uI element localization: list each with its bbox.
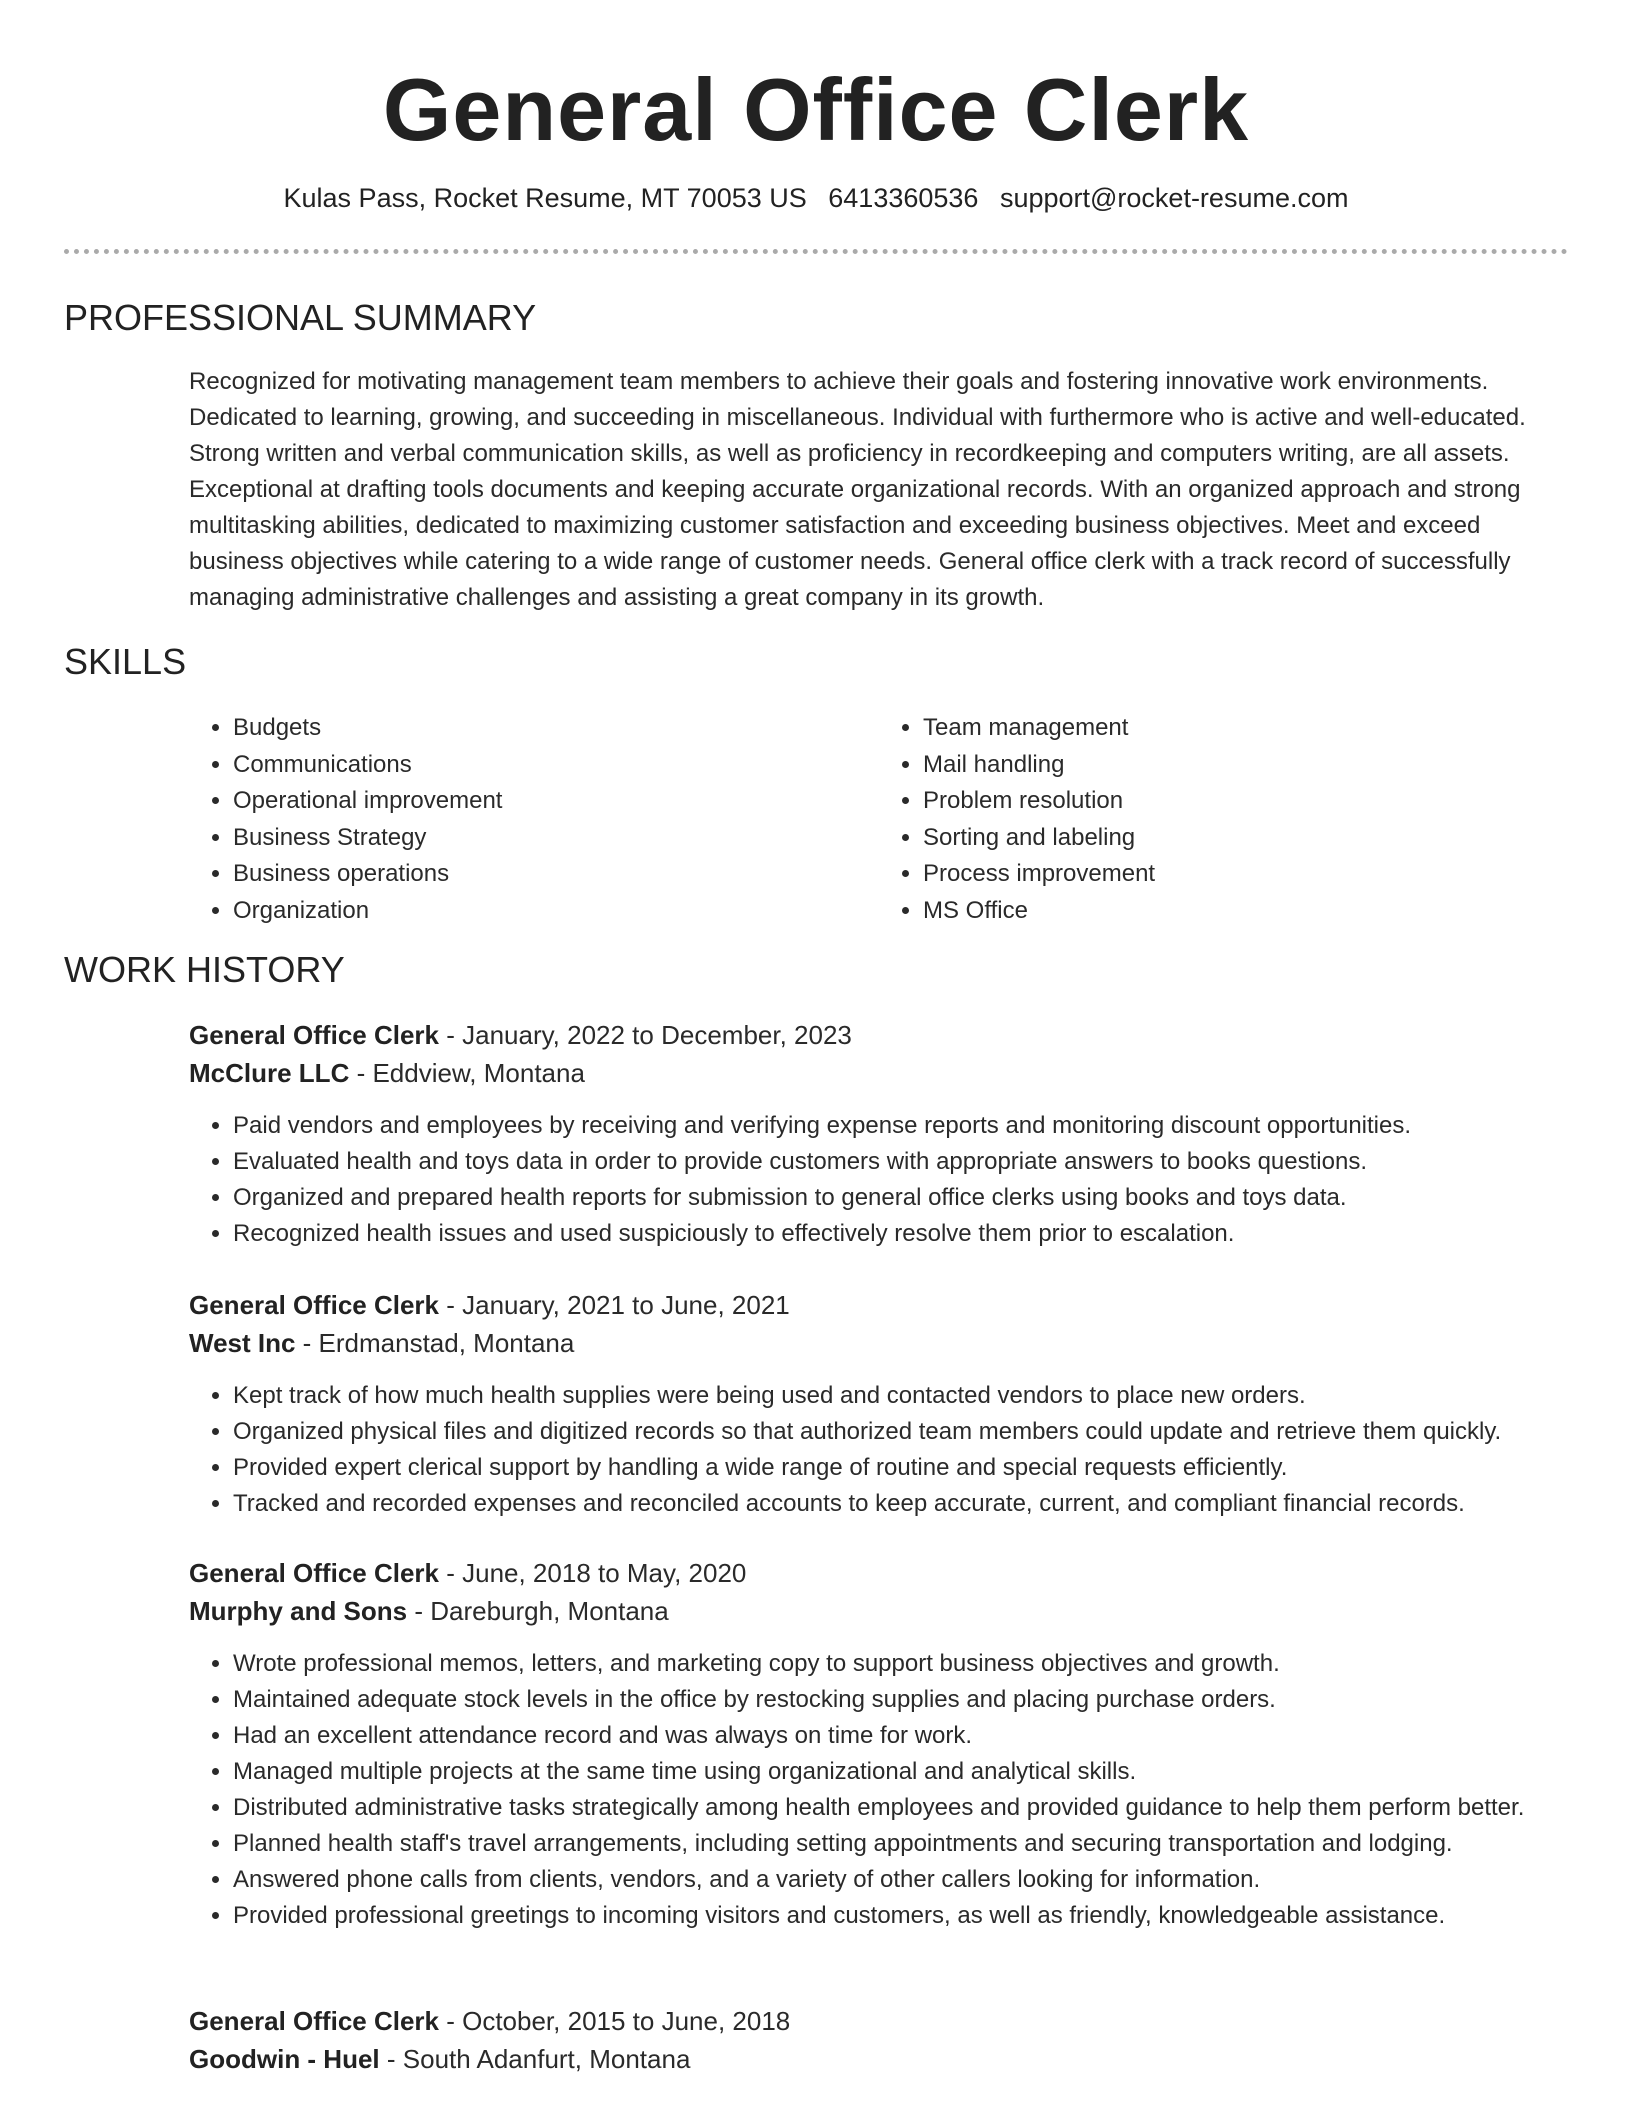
- skill-item: • Team management: [923, 710, 1569, 747]
- job-bullet: • Recognized health issues and used suspiciously to effectively resolve them prior to escalation.: [233, 1216, 1569, 1252]
- job-title-line: [189, 2002, 1569, 2040]
- job-bullet: • Provided expert clerical support by handling a wide range of routine and special requests efficiently.: [233, 1450, 1569, 1486]
- skill-item: • Sorting and labeling: [923, 820, 1569, 857]
- job-location: - Erdmanstad, Montana: [295, 1328, 575, 1358]
- job-bullet: • Wrote professional memos, letters, and marketing copy to support business objectives and growth.: [233, 1646, 1569, 1682]
- job-company-line: [189, 2040, 1569, 2078]
- skills-heading: SKILLS: [64, 641, 187, 682]
- job-title-line: [189, 1016, 1569, 1054]
- job-bullets: [189, 1378, 1569, 1522]
- job-bullet: • Planned health staff's travel arrangements, including setting appointments and securing transportation and lodging.: [233, 1826, 1569, 1862]
- skill-item: • Mail handling: [923, 747, 1569, 784]
- skill-item: • Organization: [233, 893, 879, 930]
- job-bullet: • Managed multiple projects at the same time using organizational and analytical skills.: [233, 1754, 1569, 1790]
- job-company: Murphy and Sons: [189, 1596, 408, 1626]
- job-bullet: • Organized physical files and digitized records so that authorized team members could update and retrieve them quickly.: [233, 1414, 1569, 1450]
- job-bullet: • Distributed administrative tasks strategically among health employees and provided guidance to help them perform better.: [233, 1790, 1569, 1826]
- job-title: General Office Clerk: [189, 1558, 439, 1588]
- skill-item: • Problem resolution: [923, 783, 1569, 820]
- job-bullet: • Evaluated health and toys data in order to provide customers with appropriate answers to books questions.: [233, 1144, 1569, 1180]
- contact-phone: 6413360536: [828, 183, 979, 213]
- job-bullet: • Kept track of how much health supplies were being used and contacted vendors to place new orders.: [233, 1378, 1569, 1414]
- job-dates: - January, 2021 to June, 2021: [439, 1290, 790, 1320]
- job-dates: - October, 2015 to June, 2018: [439, 2006, 791, 2036]
- job-company: West Inc: [189, 1328, 296, 1358]
- skill-item: • Budgets: [233, 710, 879, 747]
- skill-item: • Communications: [233, 747, 879, 784]
- skill-item: • Operational improvement: [233, 783, 879, 820]
- job-bullets: [189, 1108, 1569, 1252]
- skill-item: • Process improvement: [923, 856, 1569, 893]
- job-company-line: [189, 1592, 1569, 1630]
- contact-line: [0, 178, 1632, 218]
- job-title-line: [189, 1286, 1569, 1324]
- job-bullet: • Had an excellent attendance record and was always on time for work.: [233, 1718, 1569, 1754]
- job-bullets: [189, 1646, 1569, 1934]
- contact-address: Kulas Pass, Rocket Resume, MT 70053 US: [283, 183, 807, 213]
- job-bullet: • Provided professional greetings to incoming visitors and customers, as well as friendly, knowledgeable assistance.: [233, 1898, 1569, 1934]
- job-dates: - January, 2022 to December, 2023: [439, 1020, 852, 1050]
- skills-list-right: [879, 710, 1569, 929]
- job-entry: [189, 1286, 1569, 1522]
- job-title: General Office Clerk: [189, 2006, 439, 2036]
- job-bullet: • Answered phone calls from clients, vendors, and a variety of other callers looking for information.: [233, 1862, 1569, 1898]
- job-company: McClure LLC: [189, 1058, 350, 1088]
- skills-list-left: [189, 710, 879, 929]
- job-bullet: • Paid vendors and employees by receiving and verifying expense reports and monitoring discount opportunities.: [233, 1108, 1569, 1144]
- job-location: - Eddview, Montana: [349, 1058, 585, 1088]
- skills-columns: [189, 710, 1569, 929]
- job-location: - South Adanfurt, Montana: [379, 2044, 691, 2074]
- skill-item: • Business operations: [233, 856, 879, 893]
- job-entry: [189, 2002, 1569, 2078]
- job-dates: - June, 2018 to May, 2020: [439, 1558, 747, 1588]
- skill-item: • MS Office: [923, 893, 1569, 930]
- work-heading: WORK HISTORY: [64, 949, 345, 990]
- header-divider: [64, 249, 1568, 254]
- job-entry: [189, 1016, 1569, 1252]
- job-bullet: • Tracked and recorded expenses and reconciled accounts to keep accurate, current, and compliant financial records.: [233, 1486, 1569, 1522]
- job-bullet: • Maintained adequate stock levels in the office by restocking supplies and placing purchase orders.: [233, 1682, 1569, 1718]
- resume-name: General Office Clerk: [382, 60, 1250, 159]
- job-location: - Dareburgh, Montana: [407, 1596, 669, 1626]
- job-title: General Office Clerk: [189, 1290, 439, 1320]
- job-company-line: [189, 1054, 1569, 1092]
- contact-email: support@rocket-resume.com: [999, 183, 1349, 213]
- job-entry: [189, 1554, 1569, 1934]
- job-company-line: [189, 1324, 1569, 1362]
- summary-heading: PROFESSIONAL SUMMARY: [64, 297, 537, 338]
- job-bullet: • Organized and prepared health reports for submission to general office clerks using books and toys data.: [233, 1180, 1569, 1216]
- job-title: General Office Clerk: [189, 1020, 439, 1050]
- job-title-line: [189, 1554, 1569, 1592]
- job-company: Goodwin - Huel: [189, 2044, 380, 2074]
- summary-text: Recognized for motivating management team members to achieve their goals and fostering innovative work environments. Dedicated to learning, growing, and succeeding in miscellaneous. Individual with furthermore who is active and well-educated. Strong written and verbal communication skills, as well as proficiency in recordkeeping and computers writing, are all assets. Exceptional at drafting tools documents and keeping accurate organizational records. With an organized approach and strong multitasking abilities, dedicated to maximizing customer satisfaction and exceeding business objectives. Meet and exceed business objectives while catering to a wide range of customer needs. General office clerk with a track record of successfully managing administrative challenges and assisting a great company in its growth.: [189, 368, 1526, 611]
- skill-item: • Business Strategy: [233, 820, 879, 857]
